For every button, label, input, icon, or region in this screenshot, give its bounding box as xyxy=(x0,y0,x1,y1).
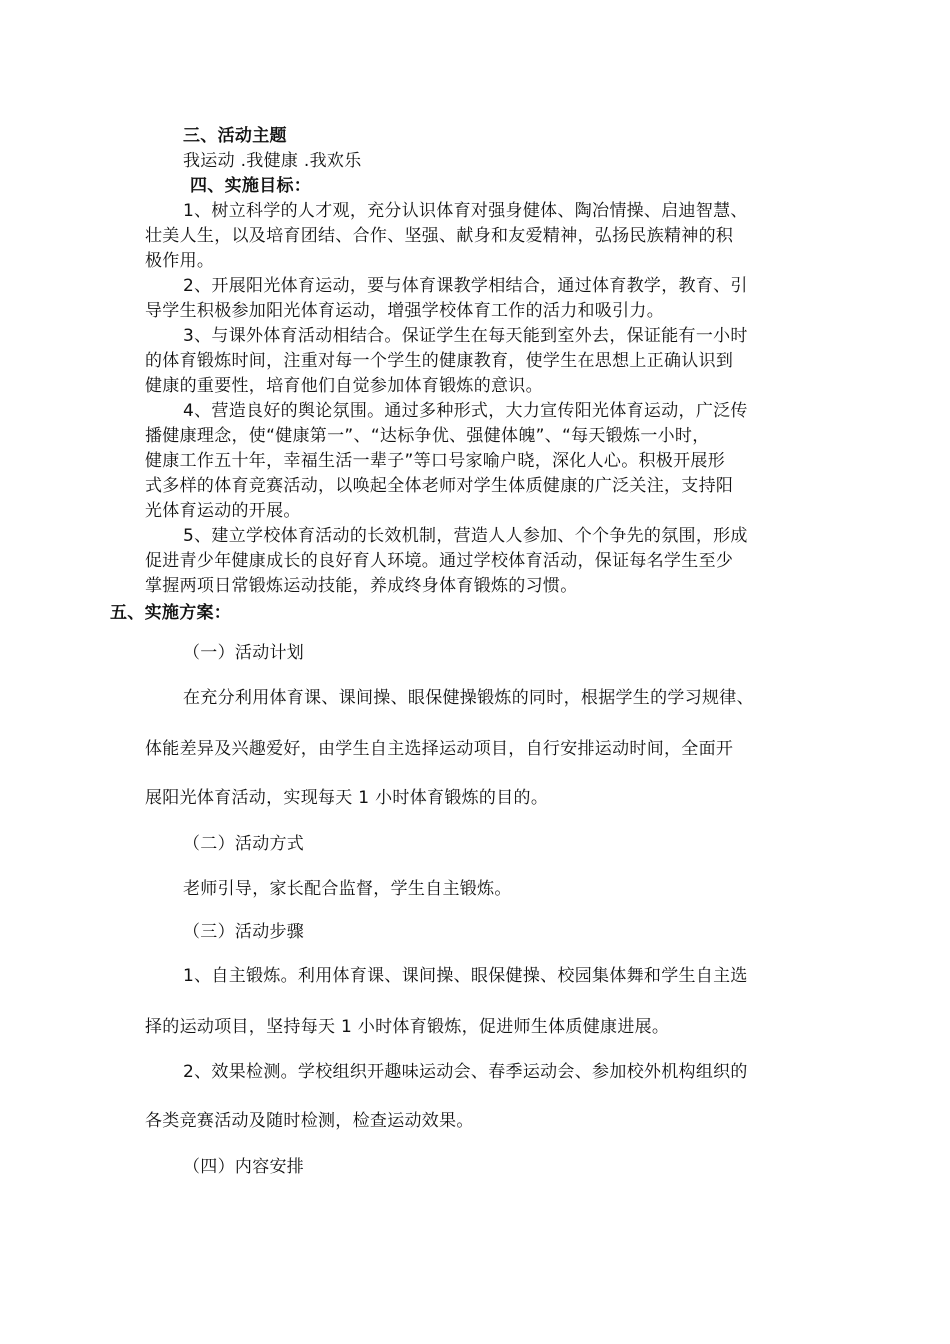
section4-line: 健康工作五十年，幸福生活一辈子”等口号家喻户晓，深化人心。积极开展形 xyxy=(145,451,726,471)
section4-line: 播健康理念，使“健康第一”、“达标争优、强健体魄”、“每天锻炼一小时， xyxy=(145,426,710,446)
section4-line: 促进青少年健康成长的良好育人环境。通过学校体育活动，保证每名学生至少 xyxy=(145,551,734,571)
section4-line: 导学生积极参加阳光体育运动，增强学校体育工作的活力和吸引力。 xyxy=(145,301,664,321)
subsection-title: （二）活动方式 xyxy=(183,834,305,854)
paragraph-line: 展阳光体育活动，实现每天 1 小时体育锻炼的目的。 xyxy=(145,788,549,808)
section4-line: 式多样的体育竞赛活动，以唤起全体老师对学生体质健康的广泛关注，支持阳 xyxy=(145,476,734,496)
section4-line: 极作用。 xyxy=(145,251,215,271)
section4-line: 1、树立科学的人才观，充分认识体育对强身健体、陶冶情操、启迪智慧、 xyxy=(183,201,748,221)
paragraph-line: 2、效果检测。学校组织开趣味运动会、春季运动会、参加校外机构组织的 xyxy=(183,1062,748,1082)
section4-line: 2、开展阳光体育运动，要与体育课教学相结合，通过体育教学，教育、引 xyxy=(183,276,748,296)
section4-line: 的体育锻炼时间，注重对每一个学生的健康教育，使学生在思想上正确认识到 xyxy=(145,351,734,371)
section4-line: 壮美人生，以及培育团结、合作、坚强、献身和友爱精神，弘扬民族精神的积 xyxy=(145,226,734,246)
subsection-title: （一）活动计划 xyxy=(183,643,305,663)
paragraph-line: 1、自主锻炼。利用体育课、课间操、眼保健操、校园集体舞和学生自主选 xyxy=(183,966,748,986)
section4-heading: 四、实施目标： xyxy=(190,176,312,196)
section4-line: 3、与课外体育活动相结合。保证学生在每天能到室外去，保证能有一小时 xyxy=(183,326,748,346)
paragraph-line: 老师引导，家长配合监督，学生自主锻炼。 xyxy=(183,879,512,899)
section5-heading: 五、实施方案： xyxy=(110,603,232,623)
paragraph-line: 各类竞赛活动及随时检测，检查运动效果。 xyxy=(145,1111,474,1131)
paragraph-line: 择的运动项目，坚持每天 1 小时体育锻炼，促进师生体质健康进展。 xyxy=(145,1017,670,1037)
subsection-title: （四）内容安排 xyxy=(183,1157,305,1177)
section4-line: 健康的重要性，培育他们自觉参加体育锻炼的意识。 xyxy=(145,376,543,396)
paragraph-line: 体能差异及兴趣爱好，由学生自主选择运动项目，自行安排运动时间，全面开 xyxy=(145,739,734,759)
paragraph-line: 在充分利用体育课、课间操、眼保健操锻炼的同时，根据学生的学习规律、 xyxy=(183,688,754,708)
section4-line: 掌握两项日常锻炼运动技能，养成终身体育锻炼的习惯。 xyxy=(145,576,578,596)
activity-theme: 我运动 .我健康 .我欢乐 xyxy=(183,151,362,171)
section3-heading: 三、活动主题 xyxy=(183,126,287,146)
section4-line: 5、建立学校体育活动的长效机制，营造人人参加、个个争先的氛围，形成 xyxy=(183,526,748,546)
subsection-title: （三）活动步骤 xyxy=(183,922,305,942)
section4-line: 4、营造良好的舆论氛围。通过多种形式，大力宣传阳光体育运动，广泛传 xyxy=(183,401,748,421)
section4-line: 光体育运动的开展。 xyxy=(145,501,301,521)
